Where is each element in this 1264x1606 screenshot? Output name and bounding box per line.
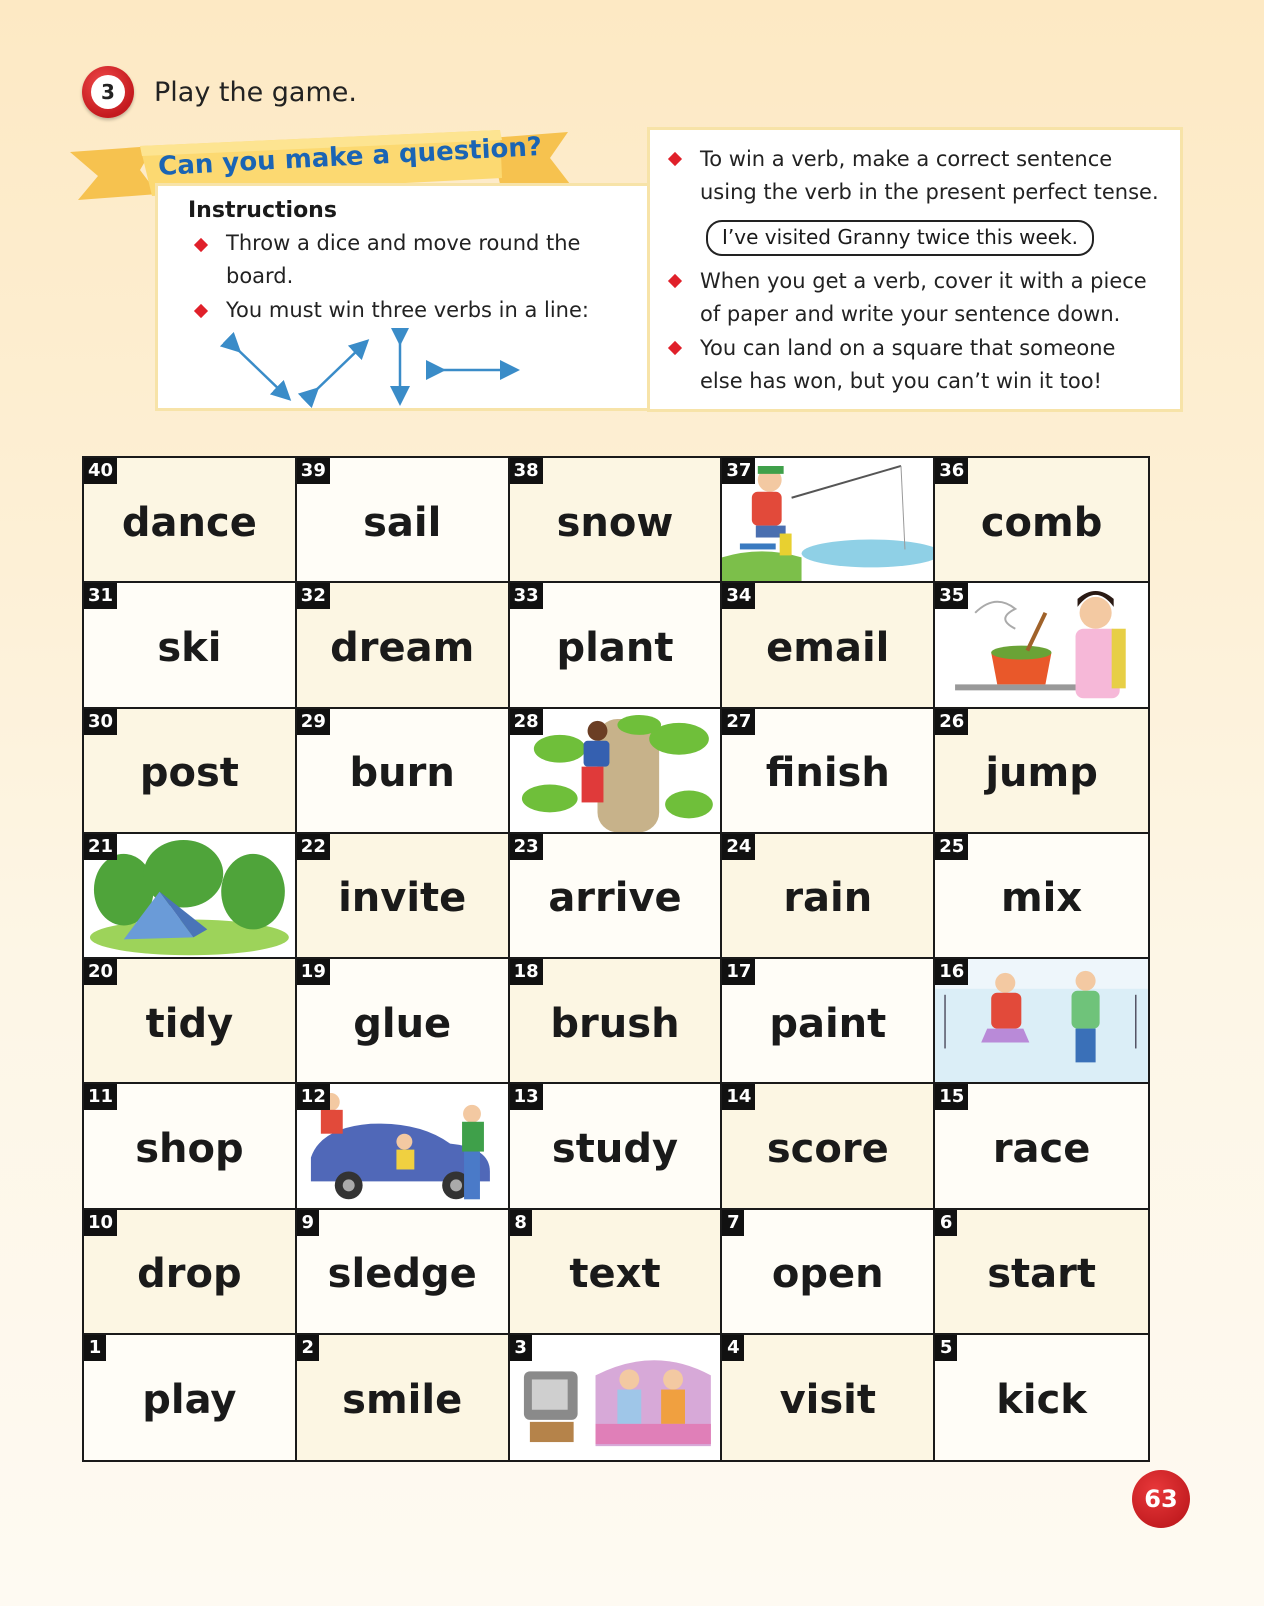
verb-word: kick xyxy=(996,1377,1087,1424)
verb-word: burn xyxy=(349,750,455,797)
verb-word: mix xyxy=(1000,875,1083,922)
square-number: 11 xyxy=(84,1084,117,1110)
instruction-text: board. xyxy=(226,264,294,288)
board-square xyxy=(84,1210,297,1335)
board-square xyxy=(935,1084,1148,1209)
instruction-text: You can land on a square that someone xyxy=(700,336,1116,360)
board-square xyxy=(510,1210,723,1335)
board-square xyxy=(297,959,510,1084)
square-number: 9 xyxy=(297,1210,319,1236)
instruction-text: When you get a verb, cover it with a piece xyxy=(700,269,1147,293)
exercise-number-badge xyxy=(82,66,134,118)
game-title: Can you make a question? xyxy=(157,131,543,183)
verb-word: race xyxy=(992,1125,1091,1172)
square-number: 1 xyxy=(84,1335,106,1361)
board-square xyxy=(935,1210,1148,1335)
verb-word: rain xyxy=(783,875,873,922)
verb-word: smile xyxy=(342,1377,463,1424)
exercise-number: 3 xyxy=(91,75,125,109)
verb-word: tidy xyxy=(145,1000,234,1047)
square-number: 34 xyxy=(722,583,755,609)
square-number: 14 xyxy=(722,1084,755,1110)
board-square xyxy=(722,1335,935,1460)
bullet-diamond-icon xyxy=(194,238,208,252)
square-number: 7 xyxy=(722,1210,744,1236)
bullet-diamond-icon xyxy=(668,152,682,166)
game-board xyxy=(82,456,1150,1462)
board-square xyxy=(935,1335,1148,1460)
square-number: 12 xyxy=(297,1084,330,1110)
exercise-title: Play the game. xyxy=(154,76,357,108)
square-number: 25 xyxy=(935,834,968,860)
instruction-text: of paper and write your sentence down. xyxy=(700,302,1121,326)
square-number: 19 xyxy=(297,959,330,985)
exercise-header xyxy=(82,66,357,118)
bullet-diamond-icon xyxy=(668,274,682,288)
verb-word: jump xyxy=(985,750,1098,797)
instruction-text: Throw a dice and move round the xyxy=(226,231,581,255)
board-square xyxy=(510,1335,723,1460)
board-square xyxy=(510,959,723,1084)
board-square xyxy=(510,583,723,708)
board-square xyxy=(297,834,510,959)
square-number: 36 xyxy=(935,458,968,484)
verb-word: drop xyxy=(137,1251,242,1298)
example-speech-bubble: I’ve visited Granny twice this week. xyxy=(706,220,1094,256)
square-number: 22 xyxy=(297,834,330,860)
instruction-text: To win a verb, make a correct sentence xyxy=(700,147,1113,171)
board-square xyxy=(722,458,935,583)
watching-tv-picture-icon xyxy=(510,1335,721,1460)
board-square xyxy=(510,709,723,834)
square-number: 40 xyxy=(84,458,117,484)
verb-word: start xyxy=(987,1251,1096,1298)
verb-word: sail xyxy=(363,499,442,546)
board-square xyxy=(84,583,297,708)
verb-word: plant xyxy=(556,624,674,671)
verb-word: comb xyxy=(980,499,1103,546)
square-number: 8 xyxy=(510,1210,532,1236)
board-square xyxy=(722,709,935,834)
square-number: 20 xyxy=(84,959,117,985)
verb-word: dream xyxy=(330,624,475,671)
instructions-panel-right xyxy=(650,130,1180,409)
verb-word: play xyxy=(142,1377,237,1424)
verb-word: dance xyxy=(121,499,257,546)
board-square xyxy=(297,583,510,708)
square-number: 31 xyxy=(84,583,117,609)
square-number: 2 xyxy=(297,1335,319,1361)
board-square xyxy=(84,1335,297,1460)
board-square xyxy=(84,959,297,1084)
verb-word: snow xyxy=(556,499,674,546)
square-number: 24 xyxy=(722,834,755,860)
square-number: 16 xyxy=(935,959,968,985)
board-square xyxy=(722,1084,935,1209)
board-square xyxy=(935,583,1148,708)
square-number: 39 xyxy=(297,458,330,484)
verb-word: score xyxy=(766,1125,889,1172)
square-number: 18 xyxy=(510,959,543,985)
verb-word: open xyxy=(771,1251,884,1298)
bullet-diamond-icon xyxy=(194,304,208,318)
square-number: 5 xyxy=(935,1335,957,1361)
square-number: 4 xyxy=(722,1335,744,1361)
board-square xyxy=(722,583,935,708)
board-square xyxy=(84,458,297,583)
board-square xyxy=(297,1210,510,1335)
square-number: 32 xyxy=(297,583,330,609)
verb-word: sledge xyxy=(327,1251,477,1298)
square-number: 15 xyxy=(935,1084,968,1110)
verb-word: post xyxy=(139,750,239,797)
square-number: 33 xyxy=(510,583,543,609)
board-square xyxy=(297,1084,510,1209)
instructions-heading: Instructions xyxy=(188,198,337,223)
board-square xyxy=(297,458,510,583)
bullet-diamond-icon xyxy=(668,341,682,355)
board-square xyxy=(722,1210,935,1335)
board-square xyxy=(84,834,297,959)
verb-word: invite xyxy=(338,875,467,922)
square-number: 38 xyxy=(510,458,543,484)
board-square xyxy=(510,834,723,959)
square-number: 10 xyxy=(84,1210,117,1236)
board-square xyxy=(935,959,1148,1084)
board-square xyxy=(297,1335,510,1460)
board-square xyxy=(935,458,1148,583)
board-square xyxy=(722,834,935,959)
verb-word: study xyxy=(551,1125,679,1172)
square-number: 21 xyxy=(84,834,117,860)
instruction-text: You must win three verbs in a line: xyxy=(226,298,589,322)
verb-word: visit xyxy=(779,1377,876,1424)
verb-word: glue xyxy=(353,1000,452,1047)
line-directions-arrows-icon xyxy=(220,328,520,408)
square-number: 17 xyxy=(722,959,755,985)
square-number: 13 xyxy=(510,1084,543,1110)
board-square xyxy=(935,709,1148,834)
instruction-text: else has won, but you can’t win it too! xyxy=(700,369,1102,393)
verb-word: brush xyxy=(550,1000,680,1047)
board-square xyxy=(297,709,510,834)
verb-word: arrive xyxy=(548,875,682,922)
square-number: 37 xyxy=(722,458,755,484)
square-number: 28 xyxy=(510,709,543,735)
square-number: 30 xyxy=(84,709,117,735)
board-square xyxy=(510,458,723,583)
verb-word: text xyxy=(569,1251,661,1298)
square-number: 26 xyxy=(935,709,968,735)
verb-word: email xyxy=(766,624,890,671)
square-number: 3 xyxy=(510,1335,532,1361)
square-number: 27 xyxy=(722,709,755,735)
board-square xyxy=(84,709,297,834)
verb-word: finish xyxy=(765,750,890,797)
verb-word: ski xyxy=(157,624,222,671)
board-square xyxy=(84,1084,297,1209)
board-square xyxy=(935,834,1148,959)
square-number: 29 xyxy=(297,709,330,735)
verb-word: paint xyxy=(769,1000,887,1047)
square-number: 35 xyxy=(935,583,968,609)
square-number: 23 xyxy=(510,834,543,860)
verb-word: shop xyxy=(135,1125,244,1172)
board-square xyxy=(722,959,935,1084)
instruction-text: using the verb in the present perfect tense. xyxy=(700,180,1159,204)
square-number: 6 xyxy=(935,1210,957,1236)
board-square xyxy=(510,1084,723,1209)
page-number: 63 xyxy=(1132,1470,1190,1528)
